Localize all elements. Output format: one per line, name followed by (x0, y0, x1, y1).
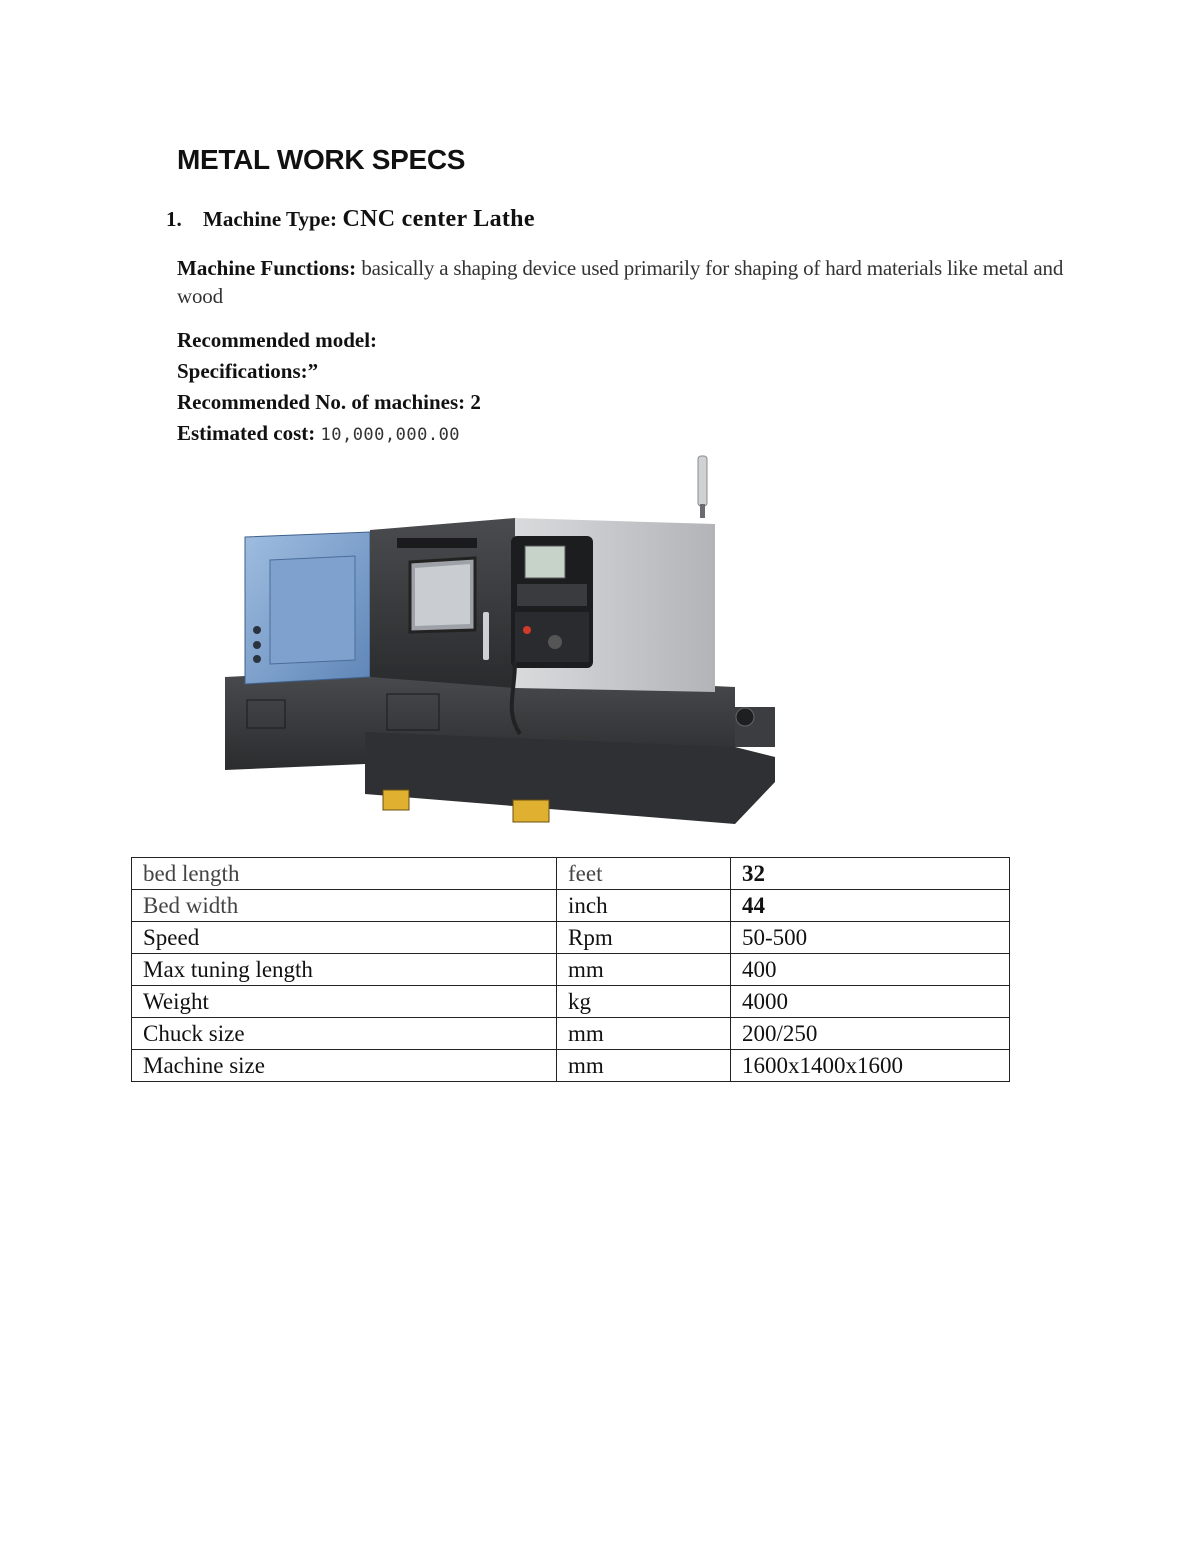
cnc-lathe-image (215, 452, 780, 832)
machine-functions-text: basically a shaping device used primarily for shaping of hard materials like metal and wood (177, 256, 1064, 308)
table-row (132, 1050, 1010, 1082)
num-machines-line (177, 390, 481, 415)
spec-name: Bed width (132, 890, 557, 922)
table-row (132, 858, 1010, 890)
spec-unit: inch (557, 890, 731, 922)
spec-unit: mm (557, 1018, 731, 1050)
spec-value: 32 (731, 858, 1010, 890)
machine-type-label: Machine Type: (203, 207, 337, 231)
spec-value: 44 (731, 890, 1010, 922)
spec-unit: feet (557, 858, 731, 890)
table-row (132, 922, 1010, 954)
spec-unit: mm (557, 954, 731, 986)
spec-unit: mm (557, 1050, 731, 1082)
machine-type-value: CNC center Lathe (342, 206, 535, 232)
spec-value: 4000 (731, 986, 1010, 1018)
spec-name: Machine size (132, 1050, 557, 1082)
spec-name: Max tuning length (132, 954, 557, 986)
spec-value: 400 (731, 954, 1010, 986)
recommended-model-label: Recommended model: (177, 328, 378, 352)
spec-name: Chuck size (132, 1018, 557, 1050)
machine-functions-label: Machine Functions: (177, 256, 357, 280)
table-row (132, 890, 1010, 922)
table-row (132, 1018, 1010, 1050)
spec-value: 200/250 (731, 1018, 1010, 1050)
specs-table (131, 857, 1010, 1082)
estimated-cost-line (177, 421, 460, 446)
estimated-cost-value: 10,000,000.00 (320, 425, 461, 445)
num-machines-label: Recommended No. of machines: (177, 390, 466, 414)
spec-unit: Rpm (557, 922, 731, 954)
table-row (132, 986, 1010, 1018)
estimated-cost-label: Estimated cost: (177, 421, 316, 445)
table-row (132, 954, 1010, 986)
spec-name: Weight (132, 986, 557, 1018)
list-number: 1. (166, 207, 182, 231)
num-machines-value: 2 (470, 390, 481, 414)
document-title: METAL WORK SPECS (177, 144, 466, 175)
spec-value: 1600x1400x1600 (731, 1050, 1010, 1082)
spec-unit: kg (557, 986, 731, 1018)
spec-name: bed length (132, 858, 557, 890)
spec-name: Speed (132, 922, 557, 954)
specifications-label: Specifications:” (177, 359, 319, 383)
spec-value: 50-500 (731, 922, 1010, 954)
machine-functions-paragraph (177, 254, 1077, 310)
machine-type-line (166, 206, 535, 233)
